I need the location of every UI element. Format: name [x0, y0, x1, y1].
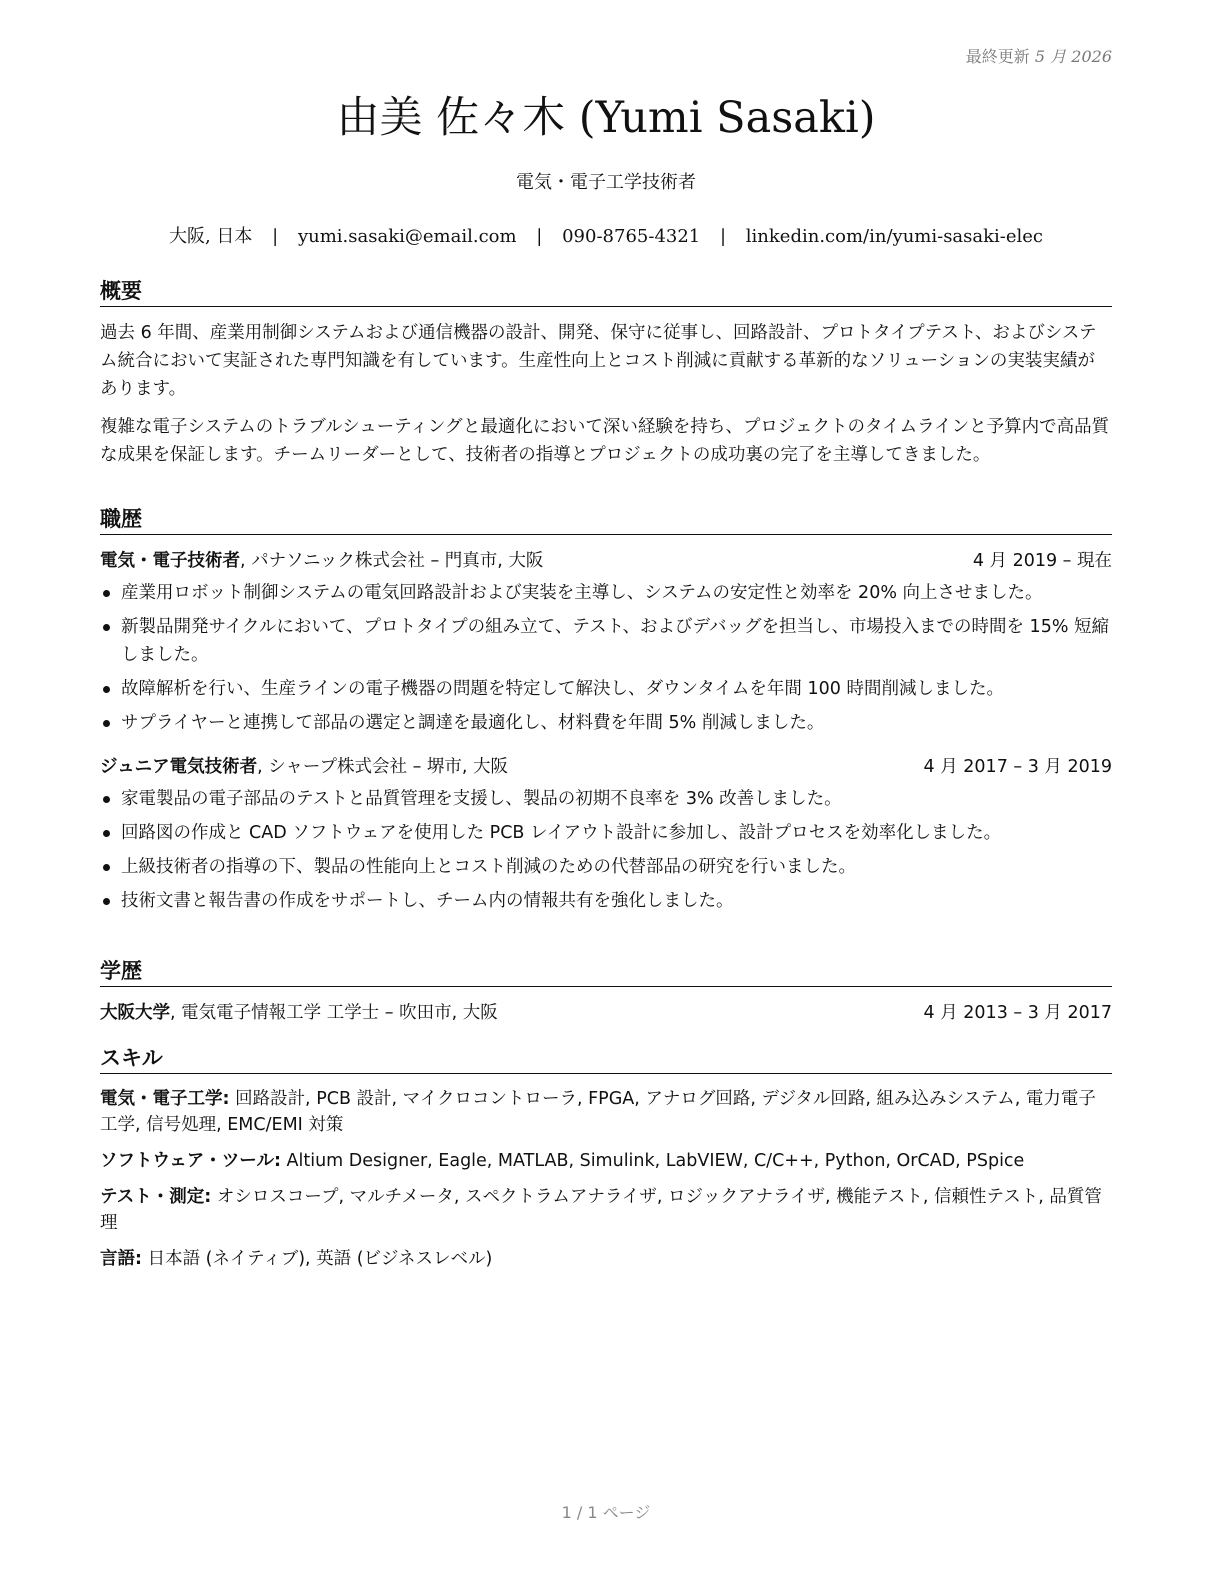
job-bullet: 新製品開発サイクルにおいて、プロトタイプの組み立て、テスト、およびデバッグを担当し、市場投入までの時間を 15% 短縮しました。 [100, 613, 1112, 669]
page-number: 1 / 1 ページ [561, 1503, 651, 1522]
candidate-name: 由美 佐々木 (Yumi Sasaki) [336, 93, 876, 143]
education-entry [100, 999, 1112, 1027]
skill-value: オシロスコープ, マルチメータ, スペクトラムアナライザ, ロジックアナライザ, 機能テスト, 信頼性テスト, 品質管理 [100, 1187, 1102, 1233]
experience-heading: 職歴 [100, 504, 1112, 535]
contact-location: 大阪, 日本 [168, 226, 253, 247]
job-entry [100, 547, 1112, 737]
job-role-company [100, 547, 543, 575]
education-dates: 4 月 2013 – 3 月 2017 [923, 1003, 1112, 1023]
job-bullet: 技術文書と報告書の作成をサポートし、チーム内の情報共有を強化しました。 [100, 887, 1112, 915]
last-updated [966, 44, 1112, 67]
education-section [100, 956, 1112, 1027]
job-company: , シャープ株式会社 – 堺市, 大阪 [257, 757, 509, 777]
job-header [100, 753, 1112, 781]
skill-item [100, 1184, 1112, 1236]
job-bullets [100, 785, 1112, 915]
skill-item [100, 1246, 1112, 1272]
last-updated-month: 5 月 [1034, 47, 1067, 66]
job-role: 電気・電子技術者 [100, 551, 240, 571]
education-school-degree [100, 999, 498, 1027]
skill-label: テスト・測定: [100, 1187, 212, 1207]
education-heading: 学歴 [100, 956, 1112, 987]
job-bullet: 回路図の作成と CAD ソフトウェアを使用した PCB レイアウト設計に参加し、設計プロセスを効率化しました。 [100, 819, 1112, 847]
skill-label: 電気・電子工学: [100, 1089, 230, 1109]
skill-item [100, 1148, 1112, 1174]
job-bullet: サプライヤーと連携して部品の選定と調達を最適化し、材料費を年間 5% 削減しました。 [100, 709, 1112, 737]
education-degree: , 電気電子情報工学 工学士 – 吹田市, 大阪 [170, 1003, 498, 1023]
job-role: ジュニア電気技術者 [100, 757, 258, 777]
skills-heading: スキル [100, 1043, 1112, 1074]
job-bullet: 故障解析を行い、生産ラインの電子機器の問題を特定して解決し、ダウンタイムを年間 100 時間削減しました。 [100, 675, 1112, 703]
summary-paragraph: 複雑な電子システムのトラブルシューティングと最適化において深い経験を持ち、プロジェクトのタイムラインと予算内で高品質な成果を保証します。チームリーダーとして、技術者の指導とプロジェクトの成功裏の完了を主導してきました。 [100, 417, 1110, 465]
job-company: , パナソニック株式会社 – 門真市, 大阪 [240, 551, 544, 571]
job-header [100, 547, 1112, 575]
skill-value: Altium Designer, Eagle, MATLAB, Simulink, LabVIEW, C/C++, Python, OrCAD, PSpice [280, 1151, 1025, 1171]
job-bullet: 産業用ロボット制御システムの電気回路設計および実装を主導し、システムの安定性と効率を 20% 向上させました。 [100, 579, 1112, 607]
summary-heading: 概要 [100, 276, 1112, 307]
contact-separator: | [719, 226, 727, 247]
skill-value: 回路設計, PCB 設計, マイクロコントローラ, FPGA, アナログ回路, デジタル回路, 組み込みシステム, 電力電子工学, 信号処理, EMC/EMI 対策 [100, 1089, 1096, 1135]
summary-section [100, 276, 1112, 469]
job-title: 電気・電子工学技術者 [516, 172, 696, 193]
job-role-company [100, 753, 508, 781]
skill-item [100, 1086, 1112, 1138]
education-school: 大阪大学 [100, 1003, 170, 1023]
experience-section [100, 504, 1112, 921]
skill-label: ソフトウェア・ツール: [100, 1151, 281, 1171]
last-updated-year: 2026 [1071, 47, 1112, 66]
job-entry [100, 753, 1112, 915]
contact-phone[interactable]: 090-8765-4321 [562, 226, 701, 247]
resume-page [100, 0, 1112, 1584]
job-bullet: 家電製品の電子部品のテストと品質管理を支援し、製品の初期不良率を 3% 改善しました。 [100, 785, 1112, 813]
job-dates: 4 月 2019 – 現在 [972, 551, 1112, 571]
contact-separator: | [536, 226, 543, 247]
skills-list [100, 1086, 1112, 1272]
skill-label: 言語: [100, 1249, 142, 1269]
contact-separator: | [272, 226, 279, 247]
last-updated-label: 最終更新 [965, 47, 1030, 66]
contact-line [100, 223, 1112, 251]
skills-section [100, 1043, 1112, 1282]
job-bullets [100, 579, 1112, 737]
contact-email[interactable]: yumi.sasaki@email.com [297, 226, 517, 247]
skill-value: 日本語 (ネイティブ), 英語 (ビジネスレベル) [142, 1249, 493, 1269]
job-bullet: 上級技術者の指導の下、製品の性能向上とコスト削減のための代替部品の研究を行いました。 [100, 853, 1112, 881]
summary-paragraph: 過去 6 年間、産業用制御システムおよび通信機器の設計、開発、保守に従事し、回路設計、プロトタイプテスト、およびシステム統合において実証された専門知識を有しています。生産性向上とコスト削減に貢献する革新的なソリューションの実装実績があります。 [100, 323, 1097, 399]
job-dates: 4 月 2017 – 3 月 2019 [923, 757, 1112, 777]
contact-linkedin[interactable]: linkedin.com/in/yumi-sasaki-elec [745, 226, 1044, 247]
